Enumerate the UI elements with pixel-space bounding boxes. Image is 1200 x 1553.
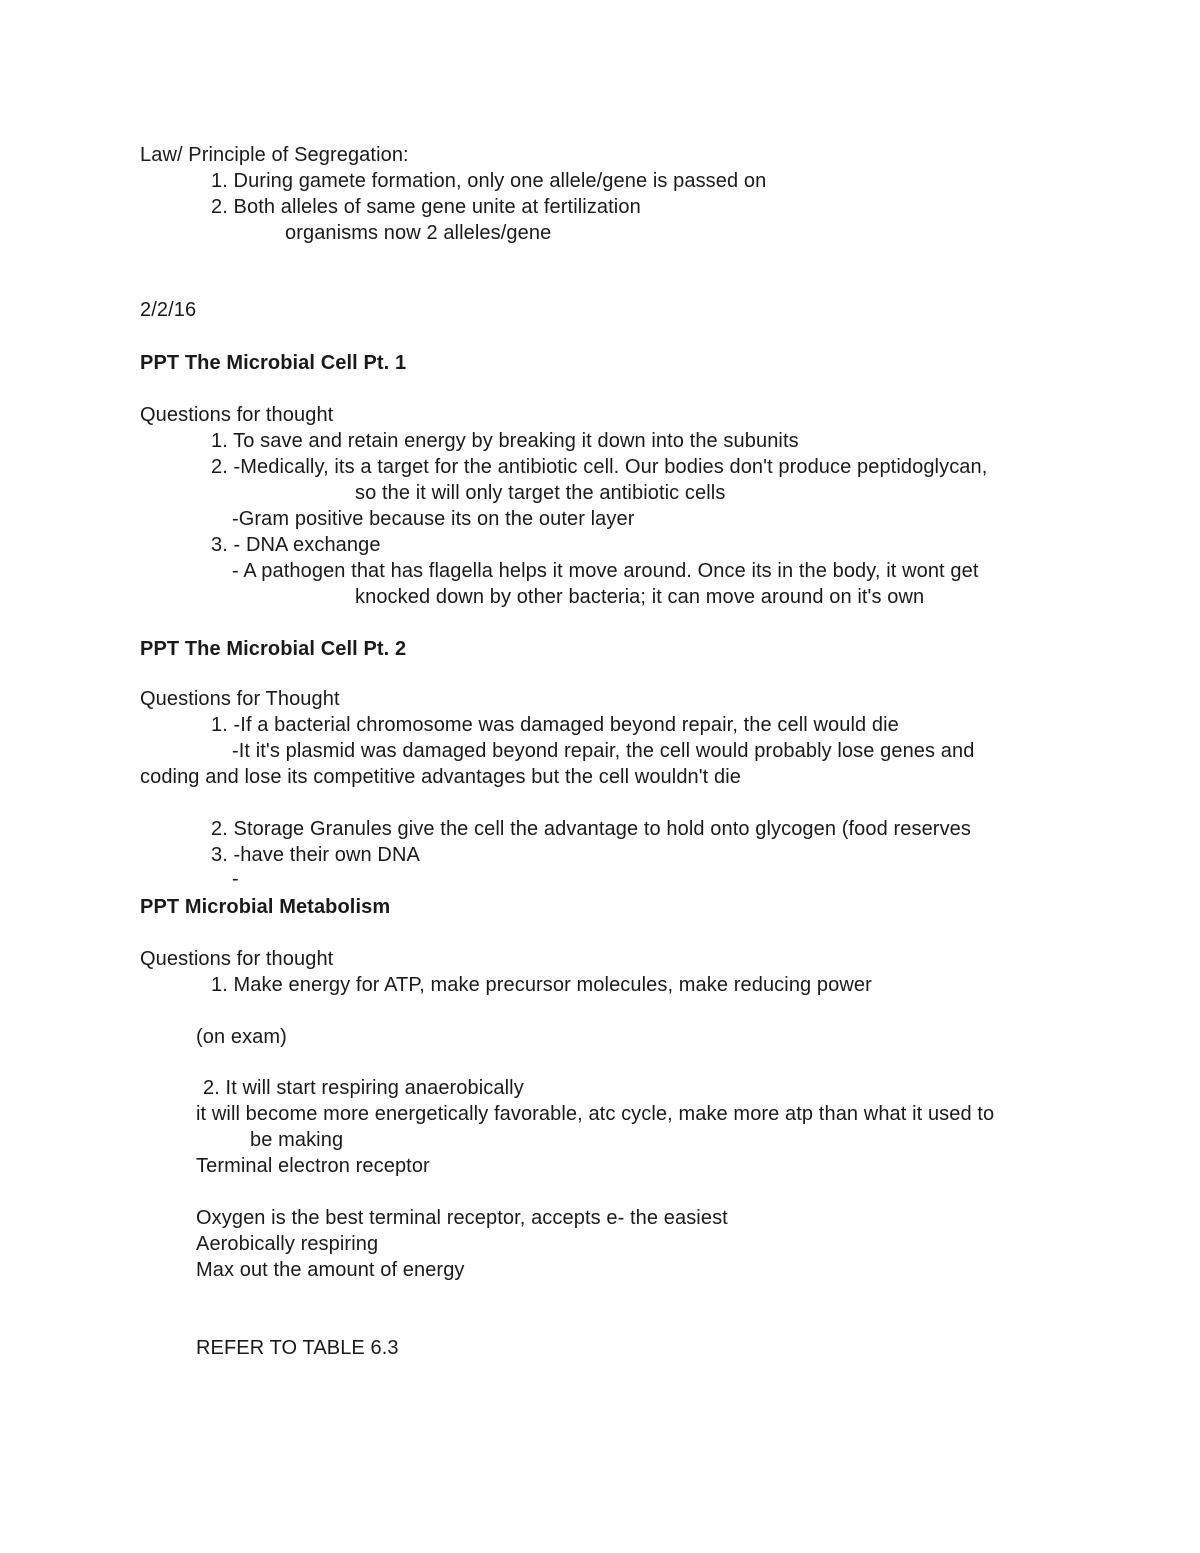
metabolism-answer-2: 2. It will start respiring anaerobically — [203, 1077, 524, 1099]
metabolism-answer-2-line4: Terminal electron receptor — [196, 1155, 430, 1177]
part1-questions-label: Questions for thought — [140, 404, 334, 426]
part2-answer-1-line3: coding and lose its competitive advantages but the cell wouldn't die — [140, 766, 741, 788]
metabolism-answer-2-line3: be making — [250, 1129, 344, 1151]
segregation-item-1: 1. During gamete formation, only one allele/gene is passed on — [211, 170, 767, 192]
metabolism-answer-1: 1. Make energy for ATP, make precursor molecules, make reducing power — [211, 974, 872, 996]
part1-answer-2-line3: -Gram positive because its on the outer layer — [232, 508, 635, 530]
part2-answer-2: 2. Storage Granules give the cell the advantage to hold onto glycogen (food reserves — [211, 818, 971, 840]
part1-answer-3-line3: knocked down by other bacteria; it can move around on it's own — [355, 586, 925, 608]
part2-answer-1-line2: -It it's plasmid was damaged beyond repair, the cell would probably lose genes and — [232, 740, 975, 762]
section-heading-metabolism: PPT Microbial Metabolism — [140, 896, 391, 918]
part1-answer-1: 1. To save and retain energy by breaking it down into the subunits — [211, 430, 799, 452]
section-heading-part2: PPT The Microbial Cell Pt. 2 — [140, 638, 407, 660]
metabolism-note-2: Aerobically respiring — [196, 1233, 379, 1255]
note-date: 2/2/16 — [140, 299, 197, 321]
segregation-title: Law/ Principle of Segregation: — [140, 144, 409, 166]
metabolism-on-exam: (on exam) — [196, 1026, 287, 1048]
part2-answer-3-line1: 3. -have their own DNA — [211, 844, 420, 866]
part2-answer-1-line1: 1. -If a bacterial chromosome was damaged beyond repair, the cell would die — [211, 714, 899, 736]
metabolism-note-3: Max out the amount of energy — [196, 1259, 465, 1281]
part1-answer-2-line2: so the it will only target the antibiotic cells — [355, 482, 726, 504]
section-heading-part1: PPT The Microbial Cell Pt. 1 — [140, 352, 407, 374]
part1-answer-2-line1: 2. -Medically, its a target for the antibiotic cell. Our bodies don't produce peptidoglycan, — [211, 456, 988, 478]
metabolism-note-1: Oxygen is the best terminal receptor, accepts e- the easiest — [196, 1207, 728, 1229]
segregation-item-2-sub: organisms now 2 alleles/gene — [285, 222, 552, 244]
segregation-item-2: 2. Both alleles of same gene unite at fertilization — [211, 196, 641, 218]
metabolism-refer: REFER TO TABLE 6.3 — [196, 1337, 399, 1359]
metabolism-answer-2-line2: it will become more energetically favorable, atc cycle, make more atp than what it used to — [196, 1103, 995, 1125]
part2-answer-3-line2: - — [232, 868, 239, 890]
part1-answer-3-line1: 3. - DNA exchange — [211, 534, 381, 556]
metabolism-questions-label: Questions for thought — [140, 948, 334, 970]
part2-questions-label: Questions for Thought — [140, 688, 340, 710]
part1-answer-3-line2: - A pathogen that has flagella helps it move around. Once its in the body, it wont get — [232, 560, 979, 582]
